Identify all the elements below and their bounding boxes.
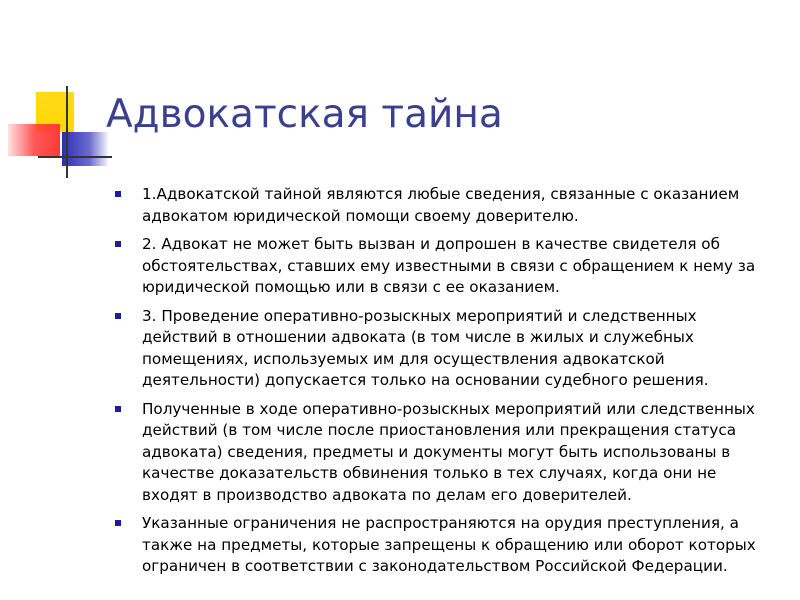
square-bullet-icon bbox=[115, 191, 121, 197]
square-bullet-icon bbox=[115, 313, 121, 319]
bullet-item bbox=[110, 234, 776, 299]
bullet-text: 3. Проведение оперативно-розыскных мероприятий и следственных действий в отношении адвоката (в том числе в жилых и служебных помещениях, используемых им для осуществления адвокатской деятельности) допускается только на основании судебного решения. bbox=[142, 306, 709, 389]
logo-red-square bbox=[8, 124, 60, 156]
slide-title: Адвокатская тайна bbox=[106, 92, 503, 137]
bullet-item bbox=[110, 184, 776, 227]
bullet-text: Указанные ограничения не распространяются на орудия преступления, а также на предметы, которые запрещены к обращению или оборот которых ограничен в соответствии с законодательством Российской Федерации. bbox=[142, 514, 756, 575]
bullet-item bbox=[110, 513, 776, 578]
colored-squares-logo-icon bbox=[0, 0, 120, 200]
bullet-text: 1.Адвокатской тайной являются любые сведения, связанные с оказанием адвокатом юридической помощи своему доверителю. bbox=[142, 185, 740, 225]
square-bullet-icon bbox=[115, 520, 121, 526]
bullet-item bbox=[110, 399, 776, 507]
square-bullet-icon bbox=[115, 406, 121, 412]
bullet-item bbox=[110, 306, 776, 392]
bullet-list bbox=[110, 184, 776, 585]
logo-blue-square bbox=[62, 132, 108, 166]
square-bullet-icon bbox=[115, 241, 121, 247]
bullet-text: Полученные в ходе оперативно-розыскных мероприятий или следственных действий (в том числе после приостановления или прекращения статуса адвоката) сведения, предметы и документы могут быть использованы в качестве доказательств обвинения только в тех случаях, когда они не входят в производство адвоката по делам его доверителей. bbox=[142, 399, 755, 504]
bullet-text: 2. Адвокат не может быть вызван и допрошен в качестве свидетеля об обстоятельствах, ставших ему известными в связи с обращением к нему за юридической помощью или в связи с ее оказанием. bbox=[142, 235, 756, 296]
